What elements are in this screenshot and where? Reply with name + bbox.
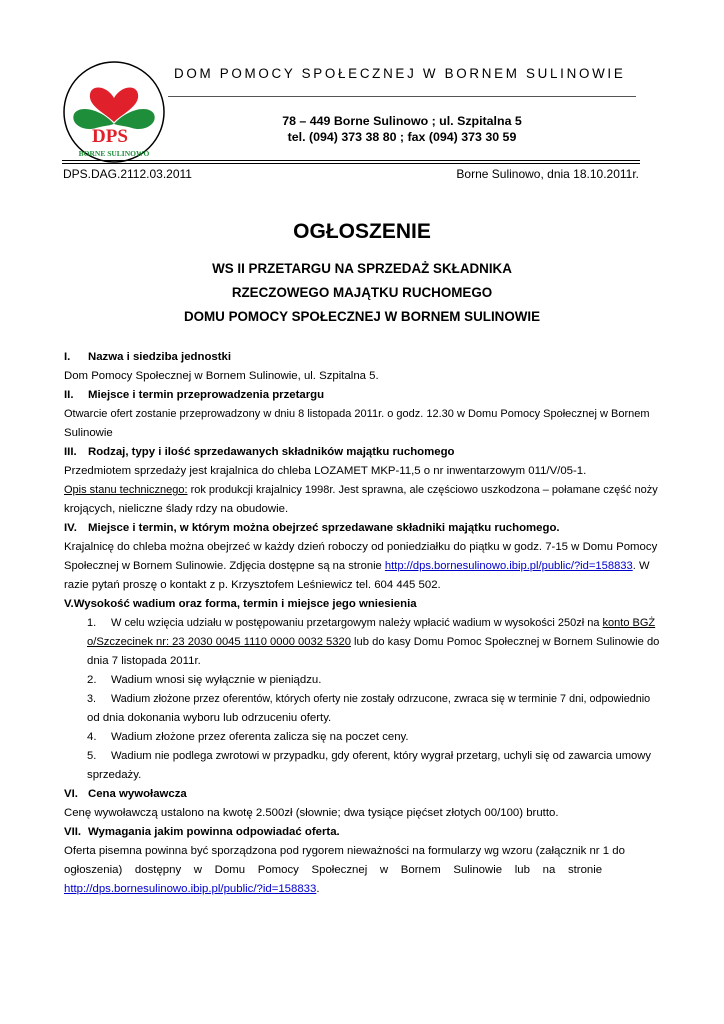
paragraph-line: krojących, nieliczne ślady rdzy na obudowie. (64, 503, 289, 515)
logo-arc-text: BORNE SULINOWO (78, 149, 150, 158)
section-heading: IV. Miejsce i termin, w którym można obejrzeć sprzedawane składniki majątku ruchomego. (64, 522, 560, 534)
paragraph-line: http://dps.bornesulinowo.ibip.pl/public/?id=158833. (64, 883, 320, 895)
bank-account: konto BGŻ (602, 617, 656, 629)
page-title: OGŁOSZENIE (293, 220, 431, 243)
paragraph-line: Dom Pomocy Społecznej w Bornem Sulinowie, ul. Szpitalna 5. (64, 370, 379, 382)
paragraph-line: Oferta pisemna powinna być sporządzona pod rygorem nieważności na formularzy wg wzoru (załącznik nr 1 do (64, 845, 625, 857)
bank-account-number: o/Szczecinek nr: 23 2030 0045 1110 0000 0032 5320 (87, 636, 351, 648)
paragraph-line: ogłoszenia) dostępny w Domu Pomocy Społecznej w Bornem Sulinowie lub na stronie (64, 864, 603, 876)
organization-name: DOM POMOCY SPOŁECZNEJ W BORNEM SULINOWIE (174, 66, 626, 81)
place-date: Borne Sulinowo, dnia 18.10.2011r. (456, 167, 639, 181)
header-rule-top (62, 160, 640, 161)
paragraph-line: Sulinowie (64, 427, 113, 439)
list-item: 2. Wadium wnosi się wyłącznie w pieniądzu. (87, 674, 322, 686)
header-contact: tel. (094) 373 38 80 ; fax (094) 373 30 59 (287, 130, 517, 144)
subtitle-line: DOMU POMOCY SPOŁECZNEJ W BORNEM SULINOWIE (183, 309, 541, 324)
list-item-continuation: od dnia dokonania wyboru lub odrzuceniu oferty. (87, 712, 332, 724)
header-address: 78 – 449 Borne Sulinowo ; ul. Szpitalna 5 (282, 114, 522, 128)
list-item: 3. Wadium złożone przez oferentów, których oferty nie zostały odrzucone, zwraca się w terminie 7 dni, odpowiednio (87, 693, 651, 705)
header-rule-bottom (62, 163, 640, 164)
list-item-continuation: dnia 7 listopada 2011r. (87, 655, 201, 667)
paragraph-line: Cenę wywoławczą ustalono na kwotę 2.500zł (słownie; dwa tysiące pięćset złotych 00/100) brutto. (64, 807, 559, 819)
list-item-continuation: o/Szczecinek nr: 23 2030 0045 1110 0000 0032 5320 lub do kasy Domu Pomoc Społecznej w Bornem Sulinowie do (87, 636, 660, 648)
paragraph-line: razie pytań proszę o kontakt z p. Krzysztofem Leśniewicz tel. 604 445 502. (64, 579, 441, 591)
section-heading: II. Miejsce i termin przeprowadzenia przetargu (64, 389, 325, 401)
header-divider (168, 96, 636, 97)
announcement-body (64, 348, 658, 899)
list-item: 4. Wadium złożone przez oferenta zalicza się na poczet ceny. (87, 731, 409, 743)
photos-link[interactable]: http://dps.bornesulinowo.ibip.pl/public/?id=158833 (384, 560, 633, 572)
list-item: 1. W celu wzięcia udziału w postępowaniu przetargowym należy wpłacić wadium w wysokości 250zł na konto BGŻ (87, 617, 656, 629)
technical-state-label: Opis stanu technicznego: (64, 484, 188, 496)
paragraph-line: Krajalnicę do chleba można obejrzeć w każdy dzień roboczy od poniedziałku do piątku w godz. 7-15 w Domu Pomocy (64, 541, 658, 553)
section-heading: III. Rodzaj, typy i ilość sprzedawanych składników majątku ruchomego (64, 446, 455, 458)
paragraph-line: Opis stanu technicznego: rok produkcji krajalnicy 1998r. Jest sprawna, ale częściowo uszkodzona – połamane część noży (64, 484, 658, 496)
list-item-continuation: sprzedaży. (87, 769, 142, 781)
form-link[interactable]: http://dps.bornesulinowo.ibip.pl/public/?id=158833 (64, 883, 317, 895)
reference-number: DPS.DAG.2112.03.2011 (63, 167, 192, 181)
paragraph-line: Otwarcie ofert zostanie przeprowadzony w dniu 8 listopada 2011r. o godz. 12.30 w Domu Pomocy Społecznej w Bornem (64, 408, 650, 420)
subtitle-line: WS II PRZETARGU NA SPRZEDAŻ SKŁADNIKA (212, 261, 512, 276)
logo-acronym: DPS (92, 126, 128, 147)
list-item: 5. Wadium nie podlega zwrotowi w przypadku, gdy oferent, który wygrał przetarg, uchyli się od zawarcia umowy (87, 750, 651, 762)
subtitle-line: RZECZOWEGO MAJĄTKU RUCHOMEGO (231, 285, 493, 300)
section-heading: VII. Wymagania jakim powinna odpowiadać oferta. (64, 826, 340, 838)
paragraph-line: Przedmiotem sprzedaży jest krajalnica do chleba LOZAMET MKP-11,5 o nr inwentarzowym 011/V/05-1. (64, 465, 587, 477)
section-heading: I. Nazwa i siedziba jednostki (64, 351, 232, 363)
section-heading: VI. Cena wywoławcza (64, 788, 187, 800)
dps-logo (62, 60, 166, 164)
paragraph-line: Społecznej w Bornem Sulinowie. Zdjęcia dostępne są na stronie http://dps.bornesulinowo.ibip.pl/public/?id=158833. W (64, 560, 650, 572)
section-heading: V.Wysokość wadium oraz forma, termin i miejsce jego wniesienia (64, 598, 417, 610)
